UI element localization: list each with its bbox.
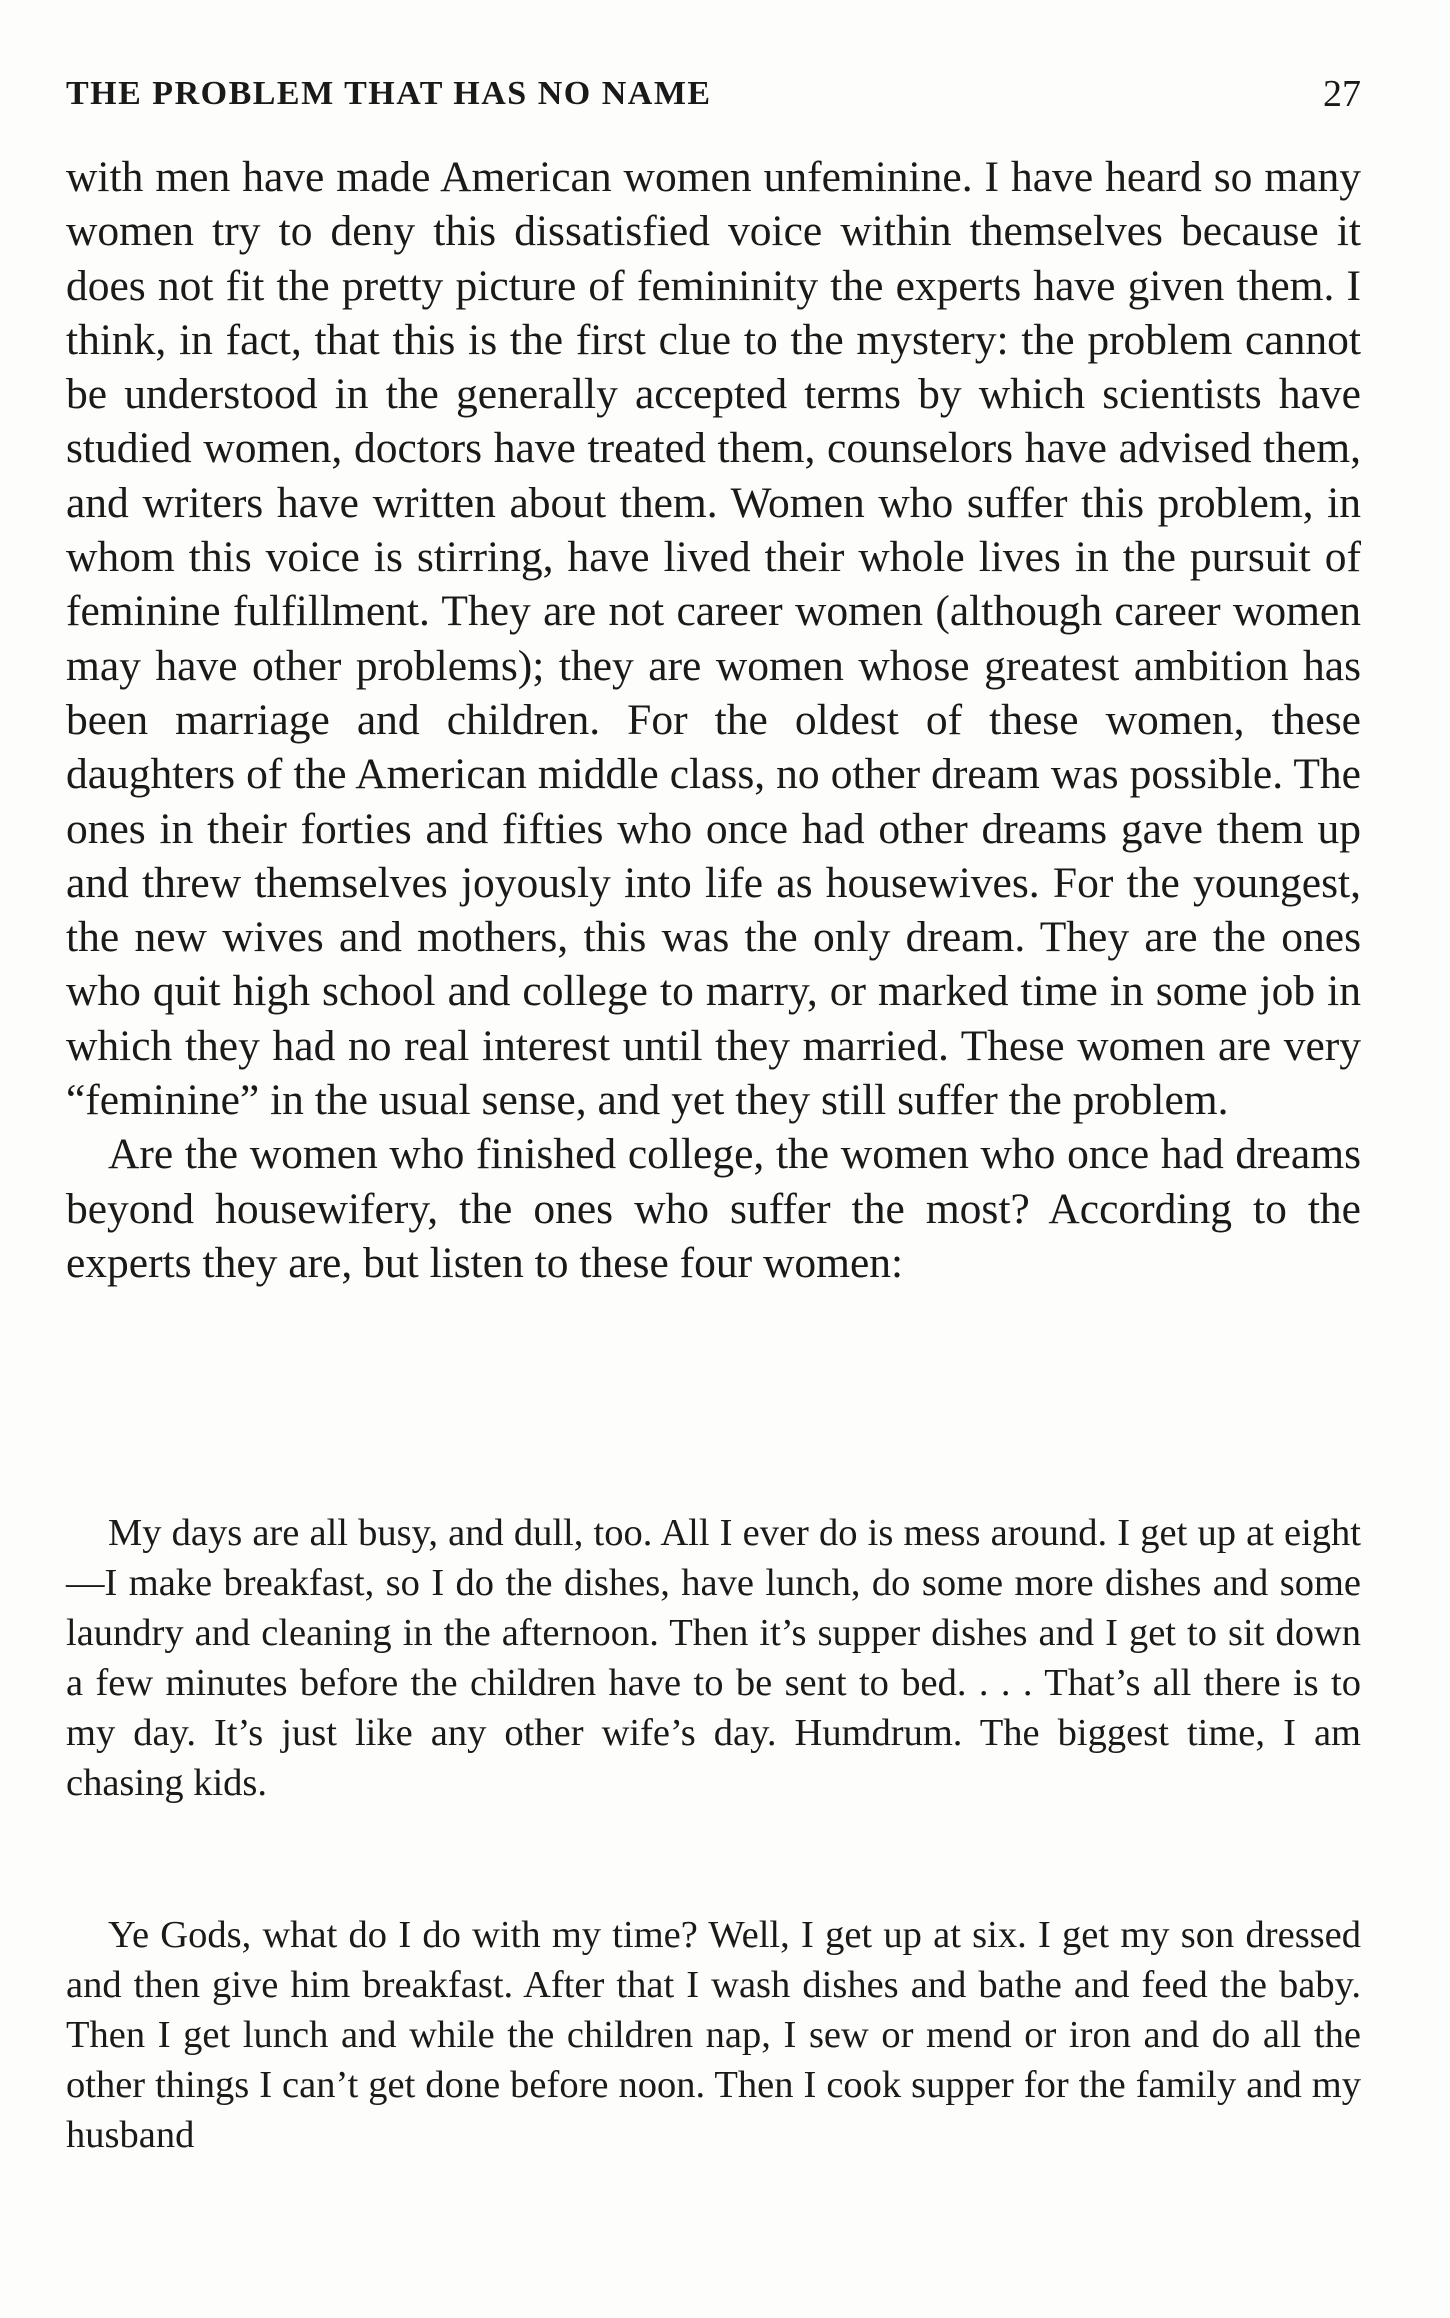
block-quote-1 — [66, 1508, 1361, 1808]
running-head — [66, 70, 1361, 118]
block-quote-2-text: Ye Gods, what do I do with my time? Well, I get up at six. I get my son dressed and then give him breakfast. After that I wash dishes and bathe and feed the baby. Then I get lunch and while the children nap, I sew or mend or iron and do all the other things I can’t get done before noon. Then I cook supper for the family and my husband — [66, 1914, 1361, 2156]
page-number: 27 — [1323, 73, 1361, 115]
block-quote-2 — [66, 1910, 1361, 2160]
running-title: THE PROBLEM THAT HAS NO NAME — [66, 75, 712, 112]
body-text — [66, 150, 1361, 1290]
paragraph-2: Are the women who finished college, the women who once had dreams beyond housewifery, the ones who suffer the most? According to the experts they are, but listen to these four women: — [66, 1130, 1361, 1287]
paragraph-1: with men have made American women unfeminine. I have heard so many women try to deny this dissatisfied voice within themselves because it does not fit the pretty picture of femininity the experts have given them. I think, in fact, that this is the first clue to the mystery: the problem cannot be understood in the generally accepted terms by which scientists have studied women, doctors have treated them, counselors have advised them, and writers have written about them. Women who suffer this problem, in whom this voice is stirring, have lived their whole lives in the pursuit of feminine fulfillment. They are not career women (although career women may have other problems); they are women whose greatest ambition has been marriage and children. For the oldest of these women, these daughters of the American middle class, no other dream was possible. The ones in their forties and fifties who once had other dreams gave them up and threw themselves joyously into life as housewives. For the youngest, the new wives and mothers, this was the only dream. They are the ones who quit high school and college to marry, or marked time in some job in which they had no real interest until they married. These women are very “feminine” in the usual sense, and yet they still suffer the problem. — [66, 153, 1361, 1125]
block-quote-1-text: My days are all busy, and dull, too. All I ever do is mess around. I get up at eight—I make breakfast, so I do the dishes, have lunch, do some more dishes and some laundry and cleaning in the afternoon. Then it’s supper dishes and I get to sit down a few minutes before the children have to be sent to bed. . . . That’s all there is to my day. It’s just like any other wife’s day. Humdrum. The biggest time, I am chasing kids. — [66, 1512, 1361, 1804]
